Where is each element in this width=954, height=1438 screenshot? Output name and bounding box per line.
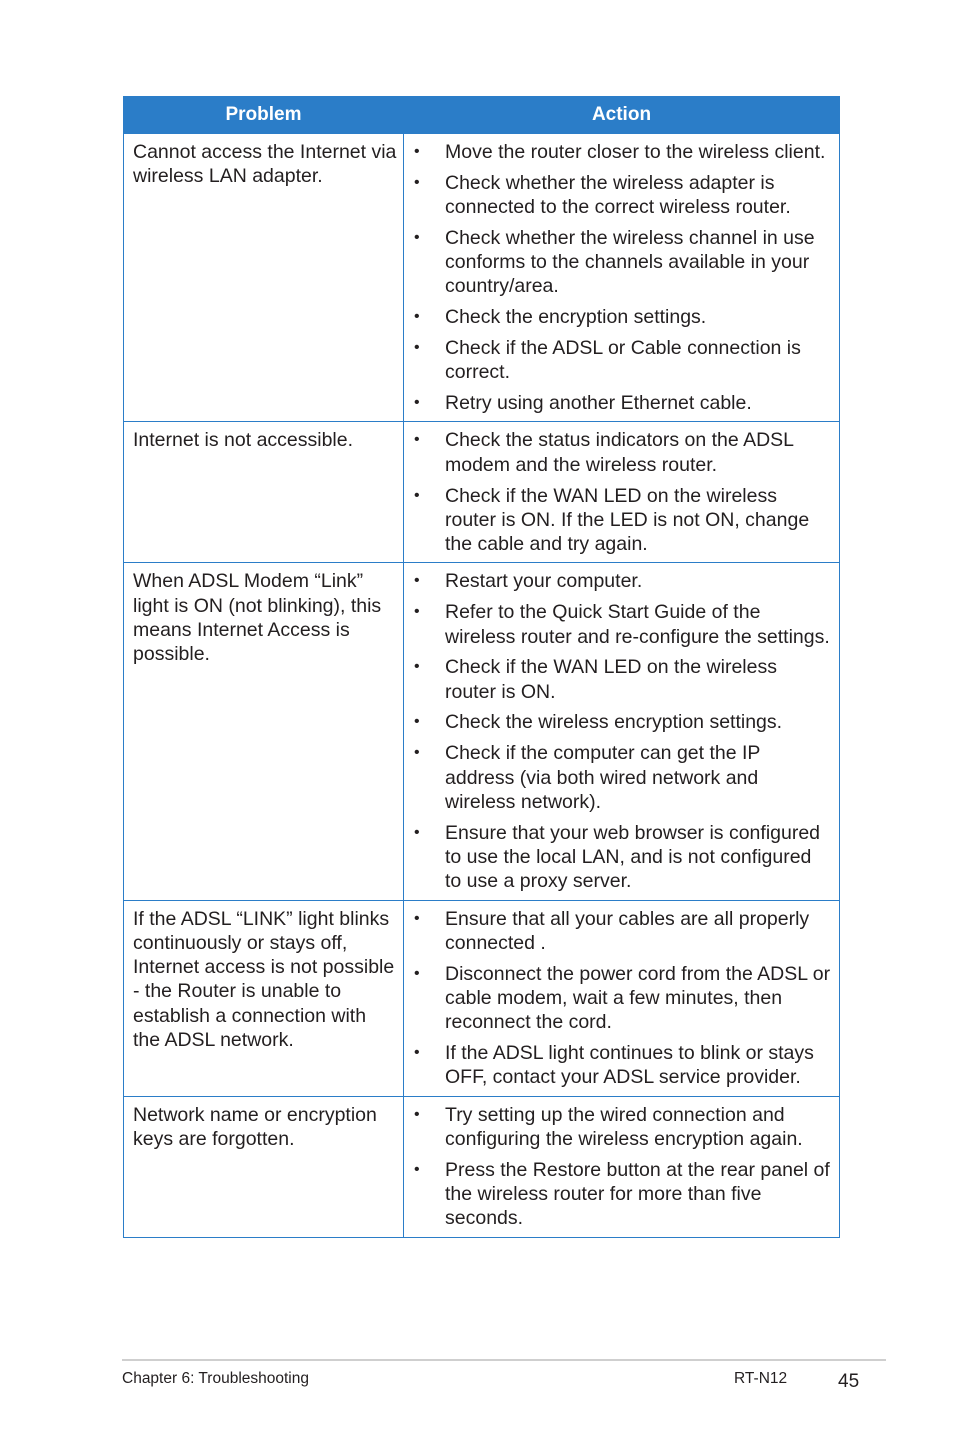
action-item	[413, 226, 833, 299]
bullet-icon: •	[414, 964, 420, 982]
bullet-icon: •	[414, 143, 420, 160]
action-item	[413, 821, 833, 894]
action-item	[413, 907, 833, 956]
action-text: Disconnect the power cord from the ADSL or cable modem, wait a few minutes, then reconnect the cord.	[445, 962, 831, 1034]
table-row	[124, 900, 840, 1096]
action-item	[413, 1158, 833, 1231]
action-text: Move the router closer to the wireless client.	[445, 141, 826, 163]
action-text: Check whether the wireless channel in use conforms to the channels available in your country/area.	[445, 226, 815, 298]
action-item	[413, 655, 833, 704]
action-text: Check whether the wireless adapter is connected to the correct wireless router.	[445, 171, 791, 219]
bullet-icon: •	[414, 1160, 420, 1178]
bullet-icon: •	[414, 308, 420, 326]
action-column-header: Action	[404, 97, 840, 134]
action-list	[413, 140, 833, 415]
action-item	[413, 569, 833, 593]
bullet-icon: •	[414, 744, 420, 762]
action-list	[413, 428, 833, 556]
bullet-icon: •	[414, 909, 420, 927]
table-row	[124, 563, 840, 900]
action-item	[413, 428, 833, 477]
action-text: Check if the WAN LED on the wireless router is ON. If the LED is not ON, change the cable and try again.	[445, 484, 810, 556]
action-item	[413, 391, 833, 415]
action-text: Check if the ADSL or Cable connection is correct.	[445, 337, 801, 384]
bullet-icon: •	[414, 394, 420, 412]
bullet-icon: •	[414, 713, 420, 731]
action-item	[413, 484, 833, 557]
action-text: Check the encryption settings.	[445, 306, 707, 329]
action-text: Ensure that all your cables are all properly connected .	[445, 907, 810, 954]
action-item	[413, 600, 833, 649]
action-text: Press the Restore button at the rear panel of the wireless router for more than five seconds.	[445, 1158, 830, 1230]
bullet-icon: •	[414, 823, 420, 841]
troubleshooting-table	[123, 96, 840, 1238]
table-row	[124, 134, 840, 422]
bullet-icon: •	[414, 658, 420, 676]
action-list	[413, 569, 833, 893]
action-cell	[404, 134, 840, 422]
action-text: Restart your computer.	[445, 570, 643, 593]
bullet-icon: •	[414, 228, 420, 246]
action-text: Check if the WAN LED on the wireless router is ON.	[445, 656, 777, 703]
action-list	[413, 1103, 833, 1231]
problem-cell: Cannot access the Internet via wireless LAN adapter.	[124, 134, 404, 422]
table-header-row	[124, 97, 840, 134]
action-text: Refer to the Quick Start Guide of the wireless router and re-configure the settings.	[445, 601, 830, 648]
action-item	[413, 1103, 833, 1152]
problem-cell: Internet is not accessible.	[124, 422, 404, 563]
action-item	[413, 171, 833, 220]
action-cell	[404, 1096, 840, 1237]
action-item	[413, 741, 833, 814]
bullet-icon: •	[414, 486, 420, 504]
action-text: Ensure that your web browser is configured to use the local LAN, and is not configured to use a proxy server.	[445, 821, 821, 893]
action-item	[413, 962, 833, 1035]
action-cell	[404, 563, 840, 900]
table-row	[124, 1096, 840, 1237]
problem-column-header: Problem	[124, 97, 404, 134]
bullet-icon: •	[414, 339, 420, 357]
action-text: Check if the computer can get the IP address (via both wired network and wireless network).	[445, 742, 761, 813]
action-text: If the ADSL light continues to blink or stays OFF, contact your ADSL service provider.	[445, 1042, 814, 1089]
table-body	[124, 134, 840, 1238]
action-item	[413, 710, 833, 734]
bullet-icon: •	[414, 572, 420, 590]
action-item	[413, 1041, 833, 1090]
bullet-icon: •	[414, 173, 420, 191]
bullet-icon: •	[414, 1105, 420, 1123]
problem-cell: Network name or encryption keys are forgotten.	[124, 1096, 404, 1237]
problem-cell: If the ADSL “LINK” light blinks continuously or stays off, Internet access is not possible - the Router is unable to establish a connection with the ADSL network.	[124, 900, 404, 1096]
bullet-icon: •	[414, 1044, 420, 1061]
action-item	[413, 140, 833, 164]
bullet-icon: •	[414, 603, 420, 621]
problem-cell: When ADSL Modem “Link” light is ON (not blinking), this means Internet Access is possible.	[124, 563, 404, 900]
action-text: Retry using another Ethernet cable.	[445, 392, 752, 415]
action-text: Try setting up the wired connection and configuring the wireless encryption again.	[445, 1103, 803, 1150]
bullet-icon: •	[414, 431, 420, 449]
action-text: Check the status indicators on the ADSL modem and the wireless router.	[445, 429, 794, 476]
action-item	[413, 336, 833, 385]
action-text: Check the wireless encryption settings.	[445, 711, 783, 734]
footer-chapter-title: Chapter 6: Troubleshooting	[122, 1370, 309, 1387]
footer-model-name: RT-N12	[734, 1370, 788, 1387]
page-number: 45	[838, 1371, 860, 1392]
action-item	[413, 305, 833, 329]
action-list	[413, 907, 833, 1090]
action-cell	[404, 900, 840, 1096]
action-cell	[404, 422, 840, 563]
table-row	[124, 422, 840, 563]
footer-divider	[122, 1359, 886, 1361]
